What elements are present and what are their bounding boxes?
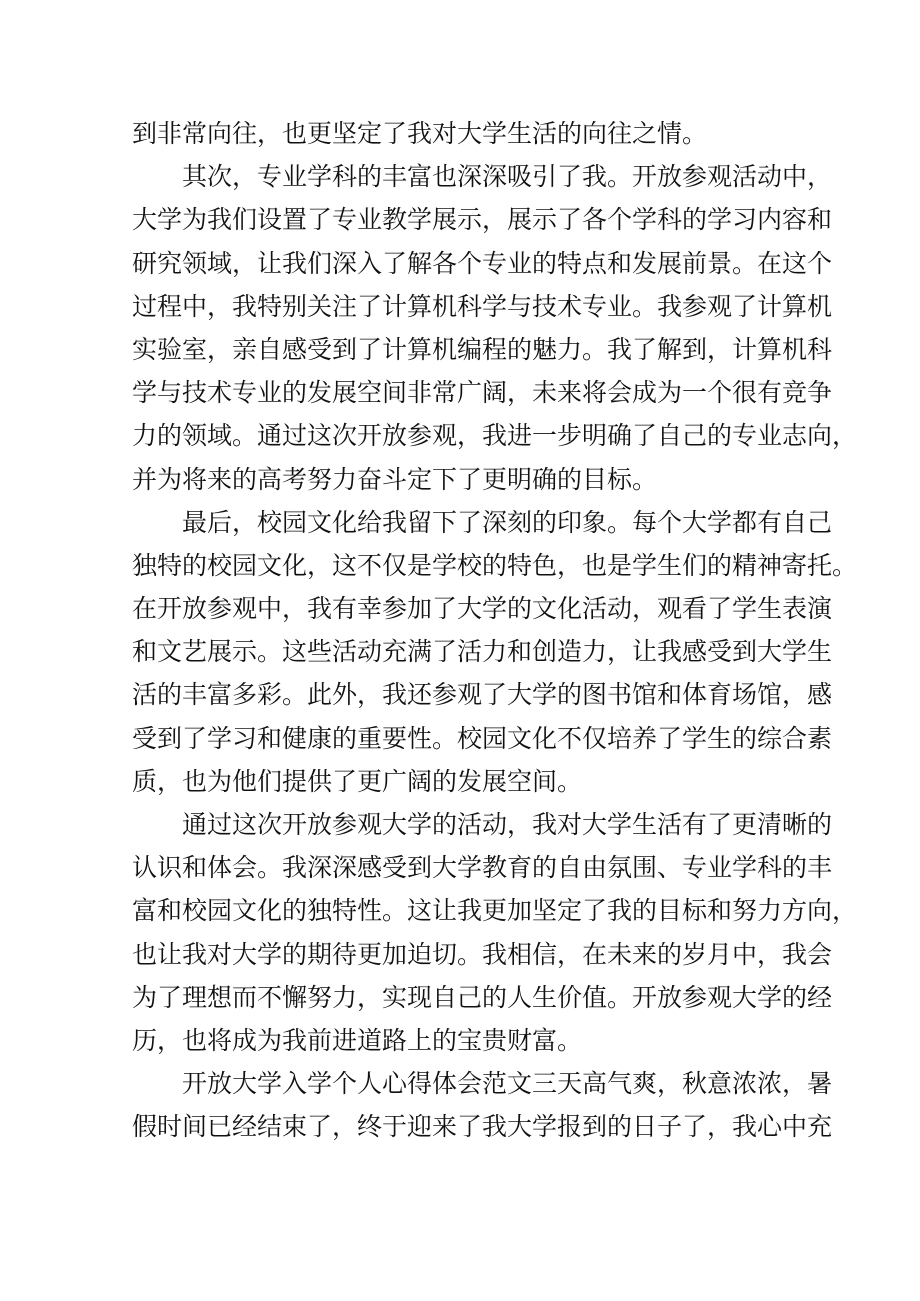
text-line: 到非常向往，也更坚定了我对大学生活的向往之情。: [132, 119, 708, 148]
text-line: 最后，校园文化给我留下了深刻的印象。每个大学都有自己: [182, 507, 833, 537]
text-line: 过程中，我特别关注了计算机科学与技术专业。我参观了计算机: [132, 291, 833, 321]
text-line: 并为将来的高考努力奋斗定下了更明确的目标。: [132, 464, 658, 494]
text-line: 受到了学习和健康的重要性。校园文化不仅培养了学生的综合素: [132, 723, 833, 753]
text-line: 历，也将成为我前进道路上的宝贵财富。: [132, 1025, 583, 1055]
text-line: 认识和体会。我深深感受到大学教育的自由氛围、专业学科的丰: [132, 853, 833, 883]
text-line: 开放大学入学个人心得体会范文三天高气爽，秋意浓浓，暑: [182, 1069, 833, 1099]
text-line: 也让我对大学的期待更加迫切。我相信，在未来的岁月中，我会: [132, 939, 833, 969]
body-text: [132, 112, 858, 1149]
text-line: 质，也为他们提供了更广阔的发展空间。: [132, 766, 583, 796]
text-line: 大学为我们设置了专业教学展示，展示了各个学科的学习内容和: [132, 205, 833, 235]
text-line: 富和校园文化的独特性。这让我更加坚定了我的目标和努力方向，: [132, 896, 858, 926]
text-line: 其次，专业学科的丰富也深深吸引了我。开放参观活动中，: [182, 162, 833, 192]
text-line: 和文艺展示。这些活动充满了活力和创造力，让我感受到大学生: [132, 637, 833, 667]
text-line: 研究领域，让我们深入了解各个专业的特点和发展前景。在这个: [132, 248, 833, 278]
text-line: 独特的校园文化，这不仅是学校的特色，也是学生们的精神寄托。: [132, 550, 858, 580]
text-line: 实验室，亲自感受到了计算机编程的魅力。我了解到，计算机科: [132, 334, 833, 364]
text-line: 在开放参观中，我有幸参加了大学的文化活动，观看了学生表演: [132, 594, 833, 624]
text-line: 通过这次开放参观大学的活动，我对大学生活有了更清晰的: [182, 810, 833, 839]
text-line: 活的丰富多彩。此外，我还参观了大学的图书馆和体育场馆，感: [132, 680, 833, 710]
text-line: 为了理想而不懈努力，实现自己的人生价值。开放参观大学的经: [132, 982, 833, 1012]
text-line: 学与技术专业的发展空间非常广阔，未来将会成为一个很有竞争: [132, 378, 833, 408]
text-line: 假时间已经结束了，终于迎来了我大学报到的日子了，我心中充: [132, 1112, 833, 1142]
text-line: 力的领域。通过这次开放参观，我进一步明确了自己的专业志向，: [132, 421, 858, 451]
